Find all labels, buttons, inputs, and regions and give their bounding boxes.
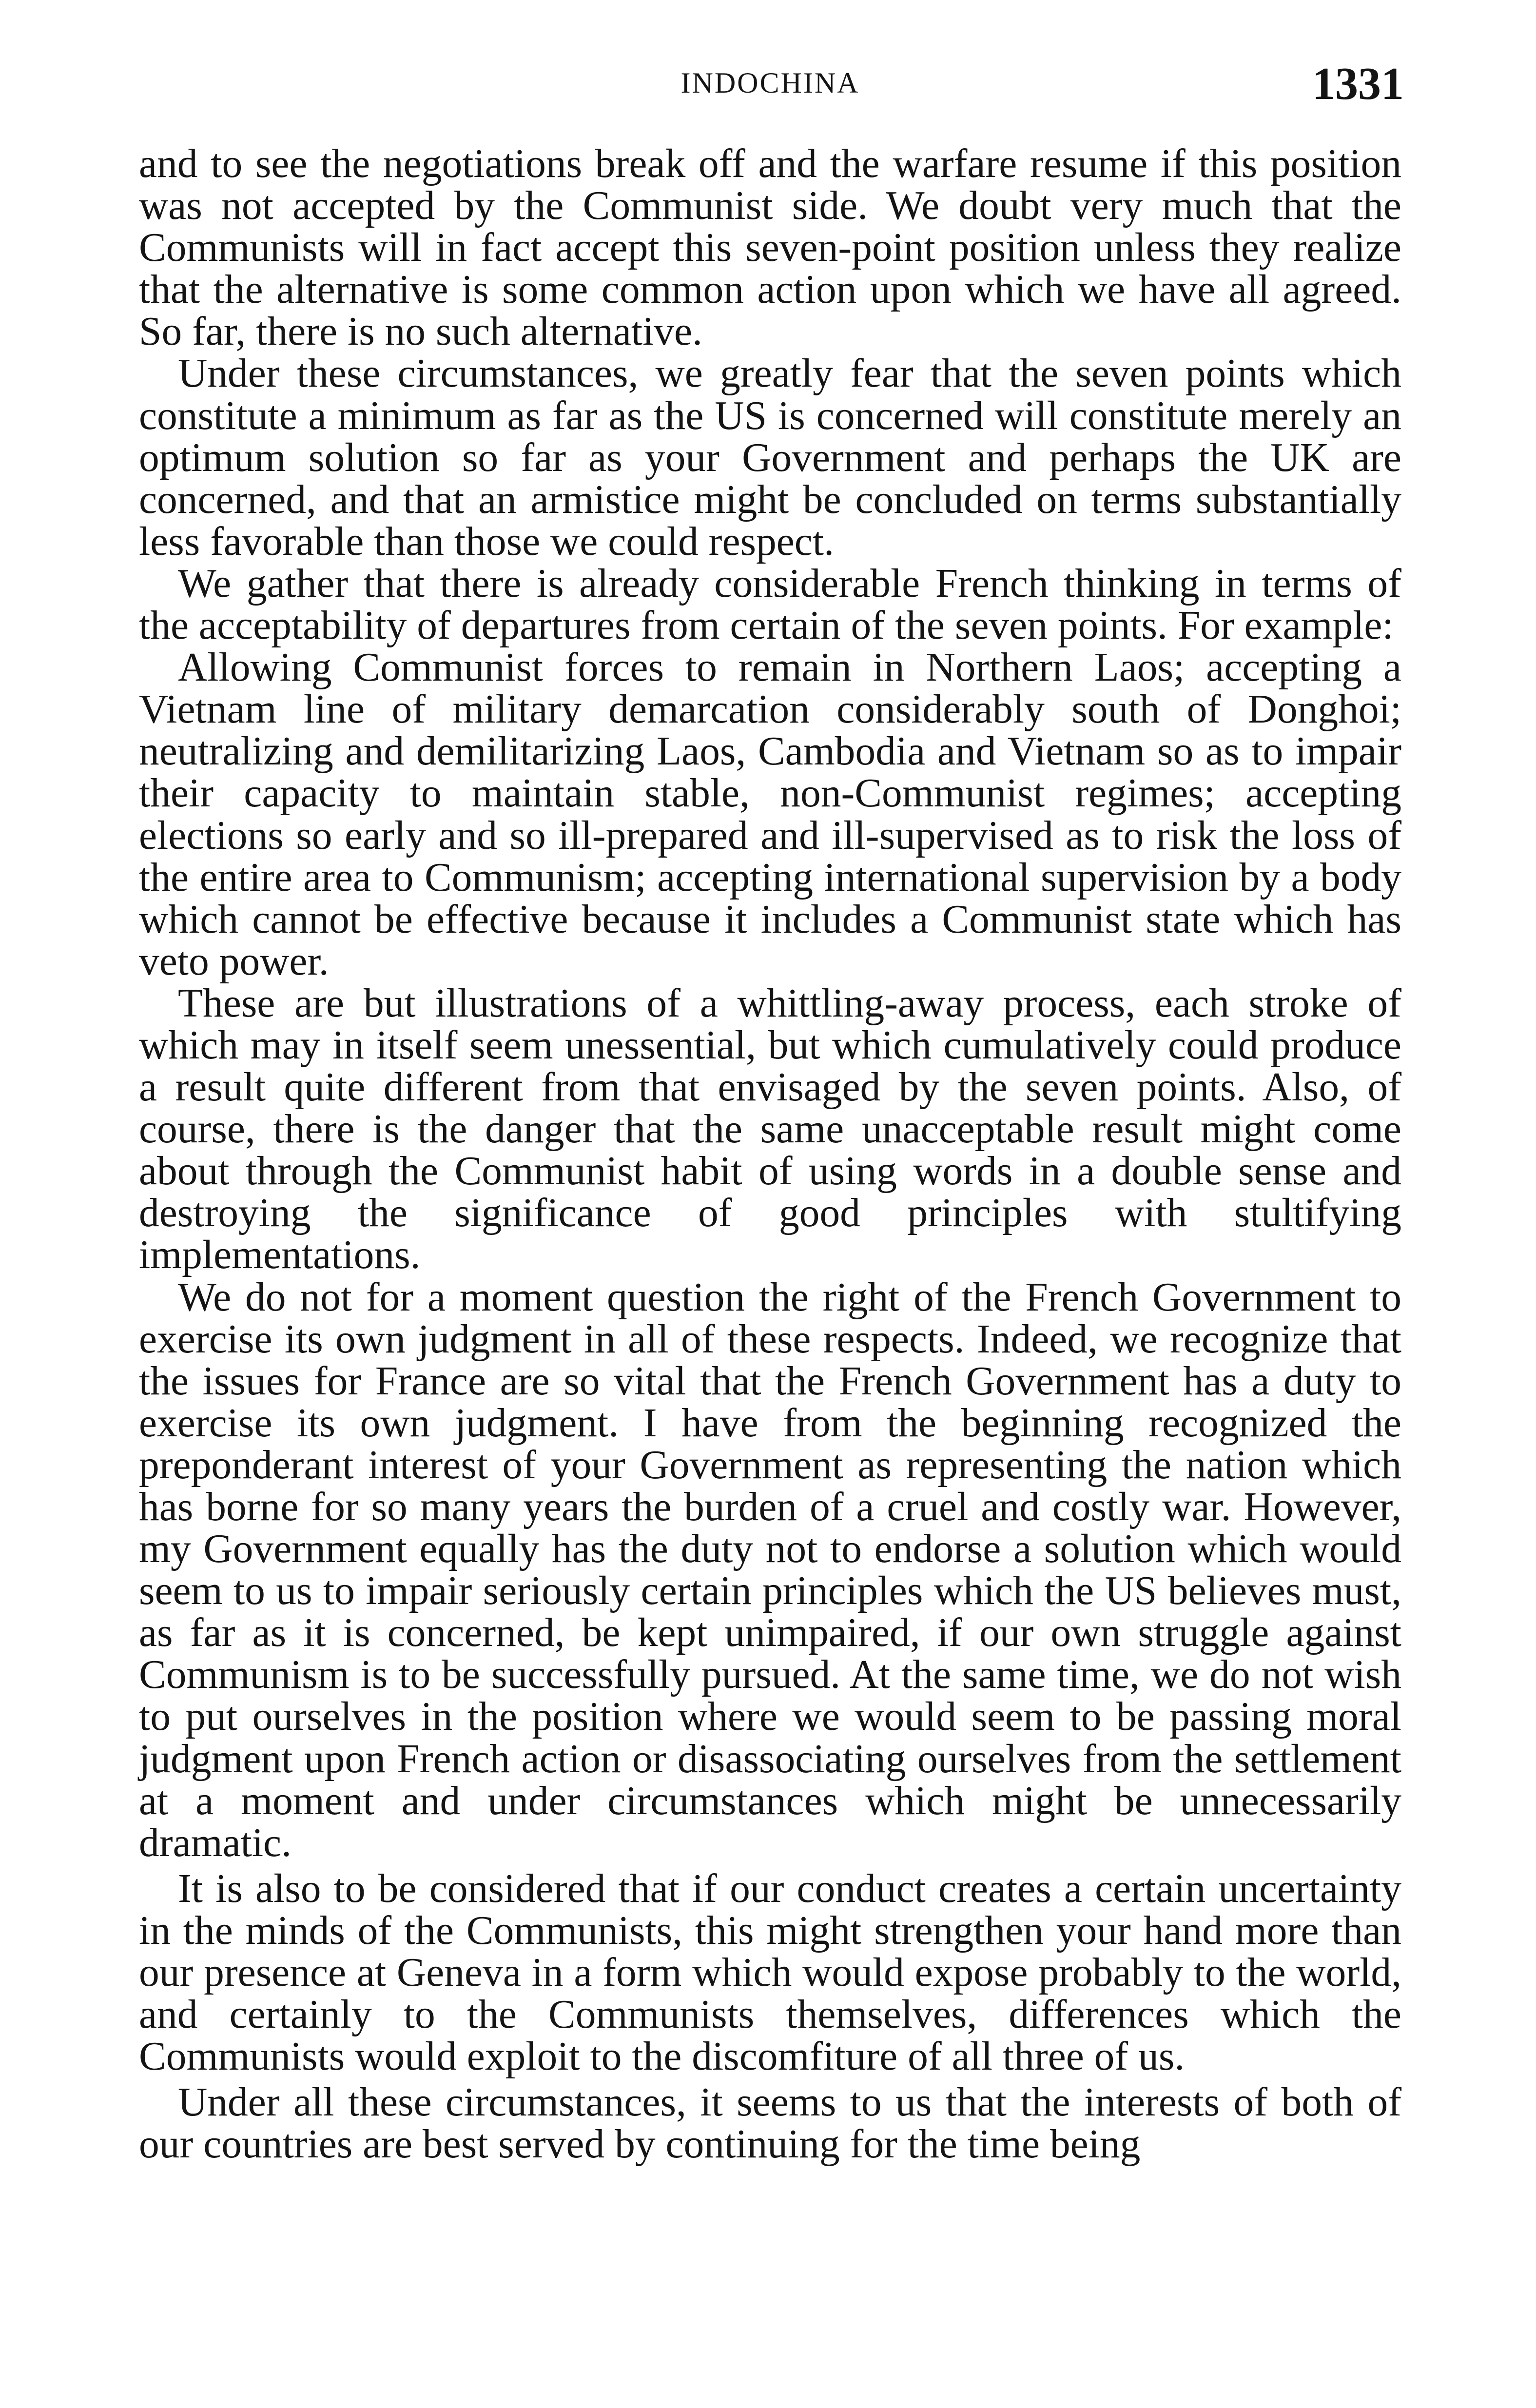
- paragraph: We do not for a moment question the right of the French Government to exercise its own judgment in all of these respects. Indeed, we recognize that the issues for France are so vital that the French Government has a duty to exercise its own judgment. I have from the beginning recognized the preponderant interest of your Government as representing the nation which has borne for so many years the burden of a cruel and costly war. However, my Government equally has the duty not to endorse a solution which would seem to us to impair seriously certain principles which the US believes must, as far as it is concerned, be kept unimpaired, if our own struggle against Communism is to be successfully pursued. At the same time, we do not wish to put ourselves in the position where we would seem to be passing moral judgment upon French action or disassociating ourselves from the settlement at a moment and under circumstances which might be unnecessarily dramatic.: [139, 1274, 1401, 1865]
- body-text: [139, 143, 1401, 2166]
- paragraph: Under these circumstances, we greatly fear that the seven points which constitute a minimum as far as the US is concerned will constitute merely an optimum solution so far as your Government and perhaps the UK are concerned, and that an armistice might be concluded on terms substantially less favorable than those we could respect.: [139, 351, 1401, 564]
- paragraph-continuation: and to see the negotiations break off and the warfare resume if this position was not accepted by the Communist side. We doubt very much that the Communists will in fact accept this seven-point position unless they realize that the alternative is some common action upon which we have all agreed. So far, there is no such alternative.: [139, 141, 1401, 354]
- paragraph-example: Allowing Communist forces to remain in Northern Laos; accepting a Vietnam line of military demarcation considerably south of Donghoi; neutralizing and demilitarizing Laos, Cambodia and Vietnam so as to impair their capacity to maintain stable, non-Communist regimes; accepting elections so early and so ill-prepared and ill-supervised as to risk the loss of the entire area to Communism; accepting international supervision by a body which cannot be effective because it includes a Communist state which has veto power.: [139, 645, 1401, 984]
- paragraph: It is also to be considered that if our conduct creates a certain uncertainty in the minds of the Communists, this might strengthen your hand more than our presence at Geneva in a form which would expose probably to the world, and certainly to the Communists themselves, differences which the Communists would exploit to the discomfiture of all three of us.: [139, 1866, 1401, 2079]
- section-title: INDOCHINA: [681, 67, 860, 99]
- paragraph: Under all these circumstances, it seems to us that the interests of both of our countries are best served by continuing for the time being: [139, 2080, 1401, 2167]
- paragraph: These are but illustrations of a whittling-away process, each stroke of which may in itself seem unessential, but which cumulatively could produce a result quite different from that envisaged by the seven points. Also, of course, there is the danger that the same unacceptable result might come about through the Communist habit of using words in a double sense and destroying the significance of good principles with stultifying implementations.: [139, 980, 1401, 1278]
- page-number: 1331: [1312, 59, 1404, 109]
- paragraph: We gather that there is already considerable French thinking in terms of the acceptability of departures from certain of the seven points. For example:: [139, 561, 1401, 648]
- running-header: [136, 58, 1404, 121]
